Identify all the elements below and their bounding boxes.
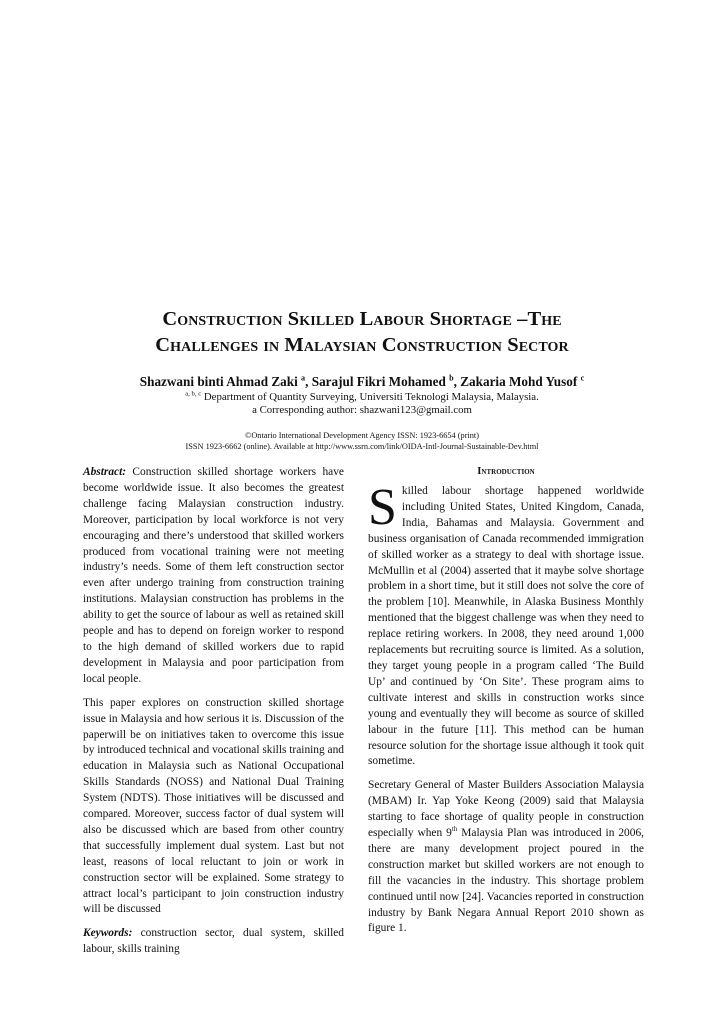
affiliation <box>80 391 644 404</box>
right-column <box>368 465 644 945</box>
keywords-text: construction sector, dual system, skilled labour, skills training <box>83 927 344 956</box>
author-mark: a <box>301 373 306 383</box>
intro-paragraph-1 <box>368 479 644 770</box>
issn-online: ISSN 1923-6662 (online). Available at http://www.ssrn.com/link/OIDA-Intl-Journal-Sustainable-Dev.html <box>185 442 539 451</box>
keywords-label: Keywords: <box>83 927 133 940</box>
author-name: Zakaria Mohd Yusof <box>460 374 578 389</box>
author-name: Shazwani binti Ahmad Zaki <box>139 374 298 389</box>
abstract-label: Abstract: <box>83 466 127 478</box>
section-heading-introduction: Introduction <box>477 466 535 477</box>
title-line-2: Challenges in Malaysian Construction Sector <box>155 334 569 356</box>
author-separator: , <box>305 374 312 389</box>
journal-info <box>80 430 644 452</box>
title-line-1: Construction Skilled Labour Shortage –The <box>162 308 562 330</box>
intro-text-2a: Secretary General of Master Builders Association Malaysia (MBAM) Ir. Yap Yoke Keong (2009) said that Malaysia starting to face shortage of quality people in construction especially when 9 <box>368 779 644 840</box>
author-separator: , <box>453 374 461 389</box>
left-column <box>83 465 344 966</box>
author-mark: b <box>449 373 454 383</box>
keywords <box>83 926 344 958</box>
paper-title <box>80 306 644 358</box>
abstract-paragraph <box>83 465 344 688</box>
affiliation-marks: a, b, c <box>185 390 202 398</box>
intro-text-2b: Malaysia Plan was introduced in 2006, there are many development project poured in the construction market but skilled workers are not enough to fill the vacancies in the industry. This shortage problem continued until now [24]. Vacancies reported in construction industry by Bank Negara Annual Report 2010 shown as figure 1. <box>368 827 644 935</box>
drop-cap: S <box>368 479 397 536</box>
abstract-text: Construction skilled shortage workers have become worldwide issue. It also becomes the greatest challenge facing Malaysian construction industry. Moreover, participation by local workforce is not very encouraging and there’s understood that skilled workers produced from vocational training were not meeting industry’s needs. Some of them left construction sector even after undergo training from construction training institutions. Malaysian construction has problems in the ability to get the source of labour as well as retained skill people and has to depend on foreign worker to respond to the high demand of skilled workers due to rapid development in Malaysia and poor participation from local people. <box>83 466 344 685</box>
abstract-paragraph-2: This paper explores on construction skilled shortage issue in Malaysia and how serious it is. Discussion of the paperwill be on initiatives taken to overcome this issue by introduced technical and vocational skills training and education in Malaysia such as National Occupational Skills Standards (NOSS) and National Dual Training System (NDTS). Those initiatives will be discussed and compared. Moreover, success factor of dual system will also be discussed which are based from other country that successfully implement dual system. Last but not least, reasons of local reluctant to join or work in construction sector will be explained. Some strategy to attract local’s participant to join construction industry will be discussed <box>83 696 344 916</box>
issn-print: ©Ontario International Development Agency ISSN: 1923-6654 (print) <box>245 431 479 440</box>
affiliation-text: Department of Quantity Surveying, Universiti Teknologi Malaysia, Malaysia. <box>201 391 539 403</box>
author-name: Sarajul Fikri Mohamed <box>311 374 446 389</box>
author-list <box>80 374 644 390</box>
intro-paragraph-2 <box>368 778 644 937</box>
author-mark: c <box>580 373 585 383</box>
intro-text-1: killed labour shortage happened worldwide including United States, United Kingdom, Canada, India, Bahamas and Malaysia. Government and business organisation of Canada recommended immigration of skilled worker as a strategy to deal with shortage issue. McMullin et al (2004) asserted that it maybe solve shortage problem in a short time, but it still does not solve the core of the problem [10]. Meanwhile, in Alaska Business Monthly mentioned that the biggest challenge was when they need to replace retiring workers. In 2008, they need around 1,000 replacements but recruiting source is limited. As a solution, they target young people in a program called ‘The Build Up’ and continued by ‘On Site’. These program aims to cultivate interest and skills in construction works since young and eventually they will become as source of skilled labour in the future [11]. This method can be human resource solution for the shortage issue although it took quit sometime. <box>368 485 644 768</box>
ordinal-suffix: th <box>451 825 458 834</box>
corresponding-author: a Corresponding author: shazwani123@gmail.com <box>252 404 472 416</box>
